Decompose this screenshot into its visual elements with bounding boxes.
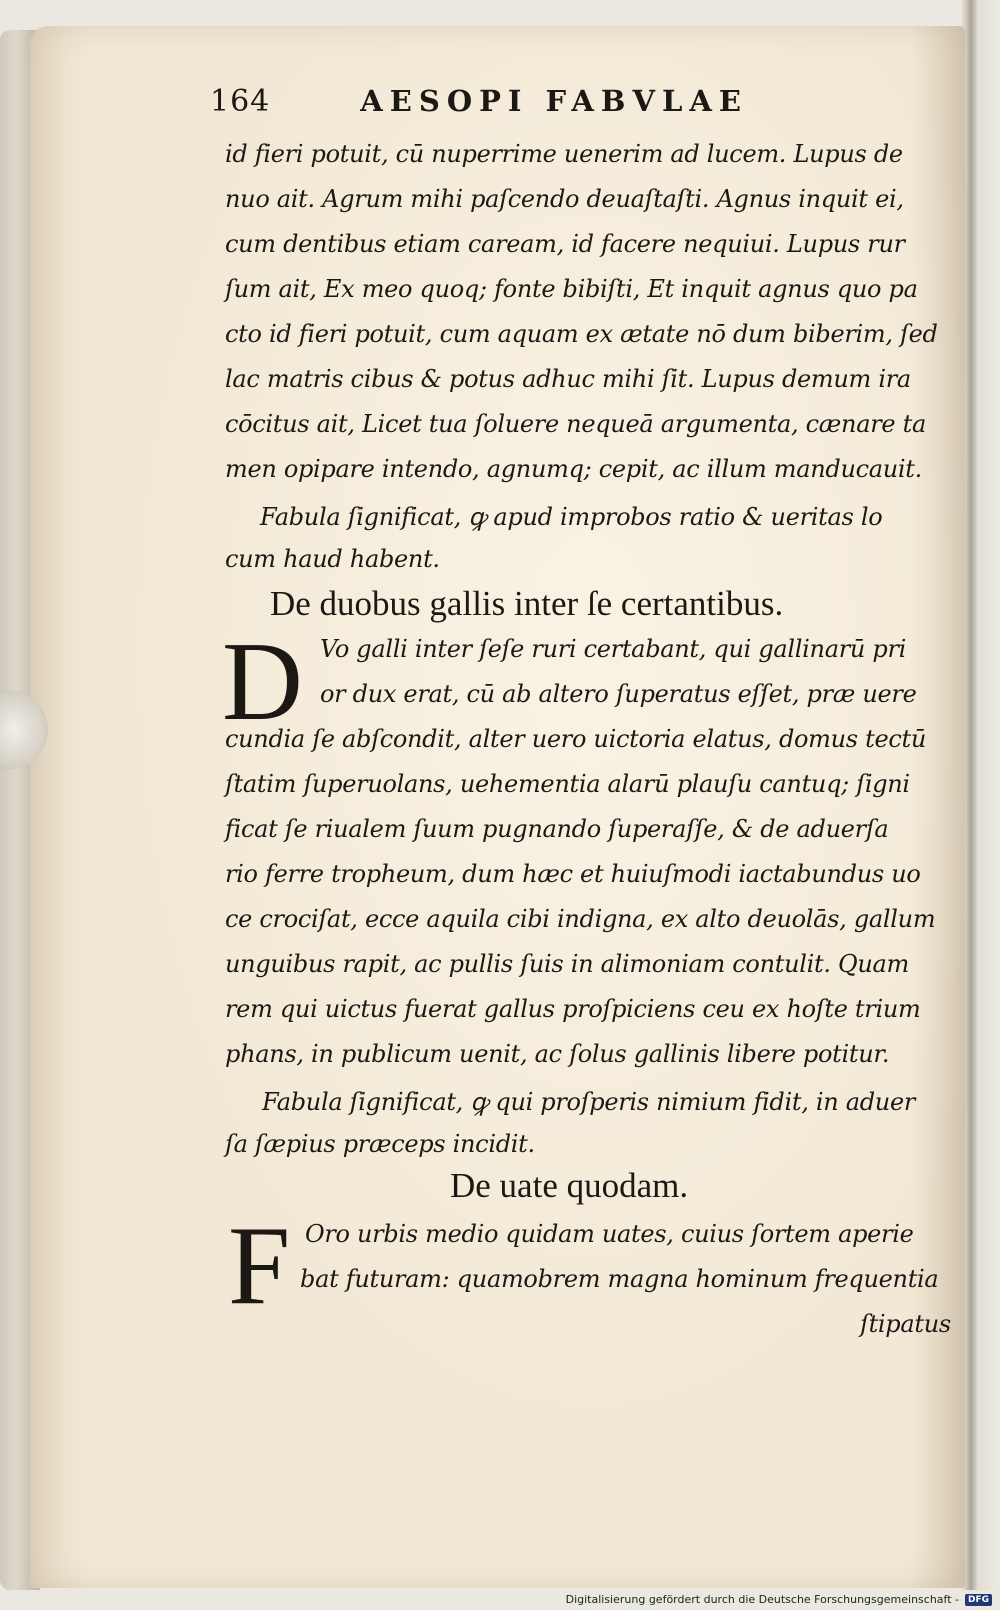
drop-initial: D [222,620,303,744]
catchword: ſtipatus [860,1310,951,1338]
text-line: cum dentibus etiam caream, id facere nequiui. Lupus rur [225,230,905,258]
text-line: phans, in publicum uenit, ac ſolus gallinis libere potitur. [225,1040,890,1068]
text-line: nuo ait. Agrum mihi paſcendo deuaſtaſti. Agnus inquit ei, [225,185,904,213]
fable-heading: De uate quodam. [450,1166,689,1205]
text-line: rem qui uictus fuerat gallus proſpiciens ceu ex hoſte trium [225,995,921,1023]
moral-line: cum haud habent. [225,545,440,573]
page-gutter-shadow [964,0,978,1590]
text-line: cundia ſe abſcondit, alter uero uictoria elatus, domus tectū [225,725,927,753]
fable-heading: De duobus gallis inter ſe certantibus. [270,584,784,623]
text-line: ſtatim ſuperuolans, uehementia alarū plauſu cantuq; ſigni [225,770,910,798]
text-line: cto id fieri potuit, cum aquam ex ætate nō dum biberim, ſed [225,320,938,348]
text-line: ſum ait, Ex meo quoq; fonte bibiſti, Et inquit agnus quo pa [225,275,918,303]
dfg-logo: DFG [965,1594,992,1606]
text-line: unguibus rapit, ac pullis ſuis in alimoniam contulit. Quam [225,950,909,978]
text-line: men opipare intendo, agnumq; cepit, ac illum manducauit. [225,455,922,483]
moral-line: ſa ſæpius præceps incidit. [225,1130,535,1158]
text-line: Vo galli inter ſeſe ruri certabant, qui gallinarū pri [320,635,906,663]
drop-initial: F [228,1204,291,1328]
book-page [30,26,965,1588]
text-line: ce crociſat, ecce aquila cibi indigna, ex alto deuolās, gallum [225,905,936,933]
text-line: id fieri potuit, cū nuperrime uenerim ad lucem. Lupus de [225,140,903,168]
text-line: or dux erat, cū ab altero ſuperatus eſſet, præ uere [320,680,917,708]
page-header [210,84,810,119]
text-line: ficat ſe riualem ſuum pugnando ſuperaſſe, & de aduerſa [225,815,889,843]
text-line: bat futuram: quamobrem magna hominum frequentia [300,1265,939,1293]
text-line: cōcitus ait, Licet tua ſoluere nequeā argumenta, cænare ta [225,410,926,438]
running-title: AESOPI FABVLAE [360,84,748,118]
text-line: rio ferre tropheum, dum hæc et huiuſmodi iactabundus uo [225,860,921,888]
moral-line: Fabula ſignificat, ꝙ apud improbos ratio & ueritas lo [260,503,883,531]
moral-line: Fabula ſignificat, ꝙ qui proſperis nimium fidit, in aduer [262,1088,916,1116]
text-line: lac matris cibus & potus adhuc mihi ſit. Lupus demum ira [225,365,911,393]
digitization-credit [566,1593,992,1606]
credit-text: Digitalisierung gefördert durch die Deutsche Forschungsgemeinschaft - [565,1593,959,1606]
text-line: Oro urbis medio quidam uates, cuius ſortem aperie [305,1220,914,1248]
page-number: 164 [210,84,271,119]
